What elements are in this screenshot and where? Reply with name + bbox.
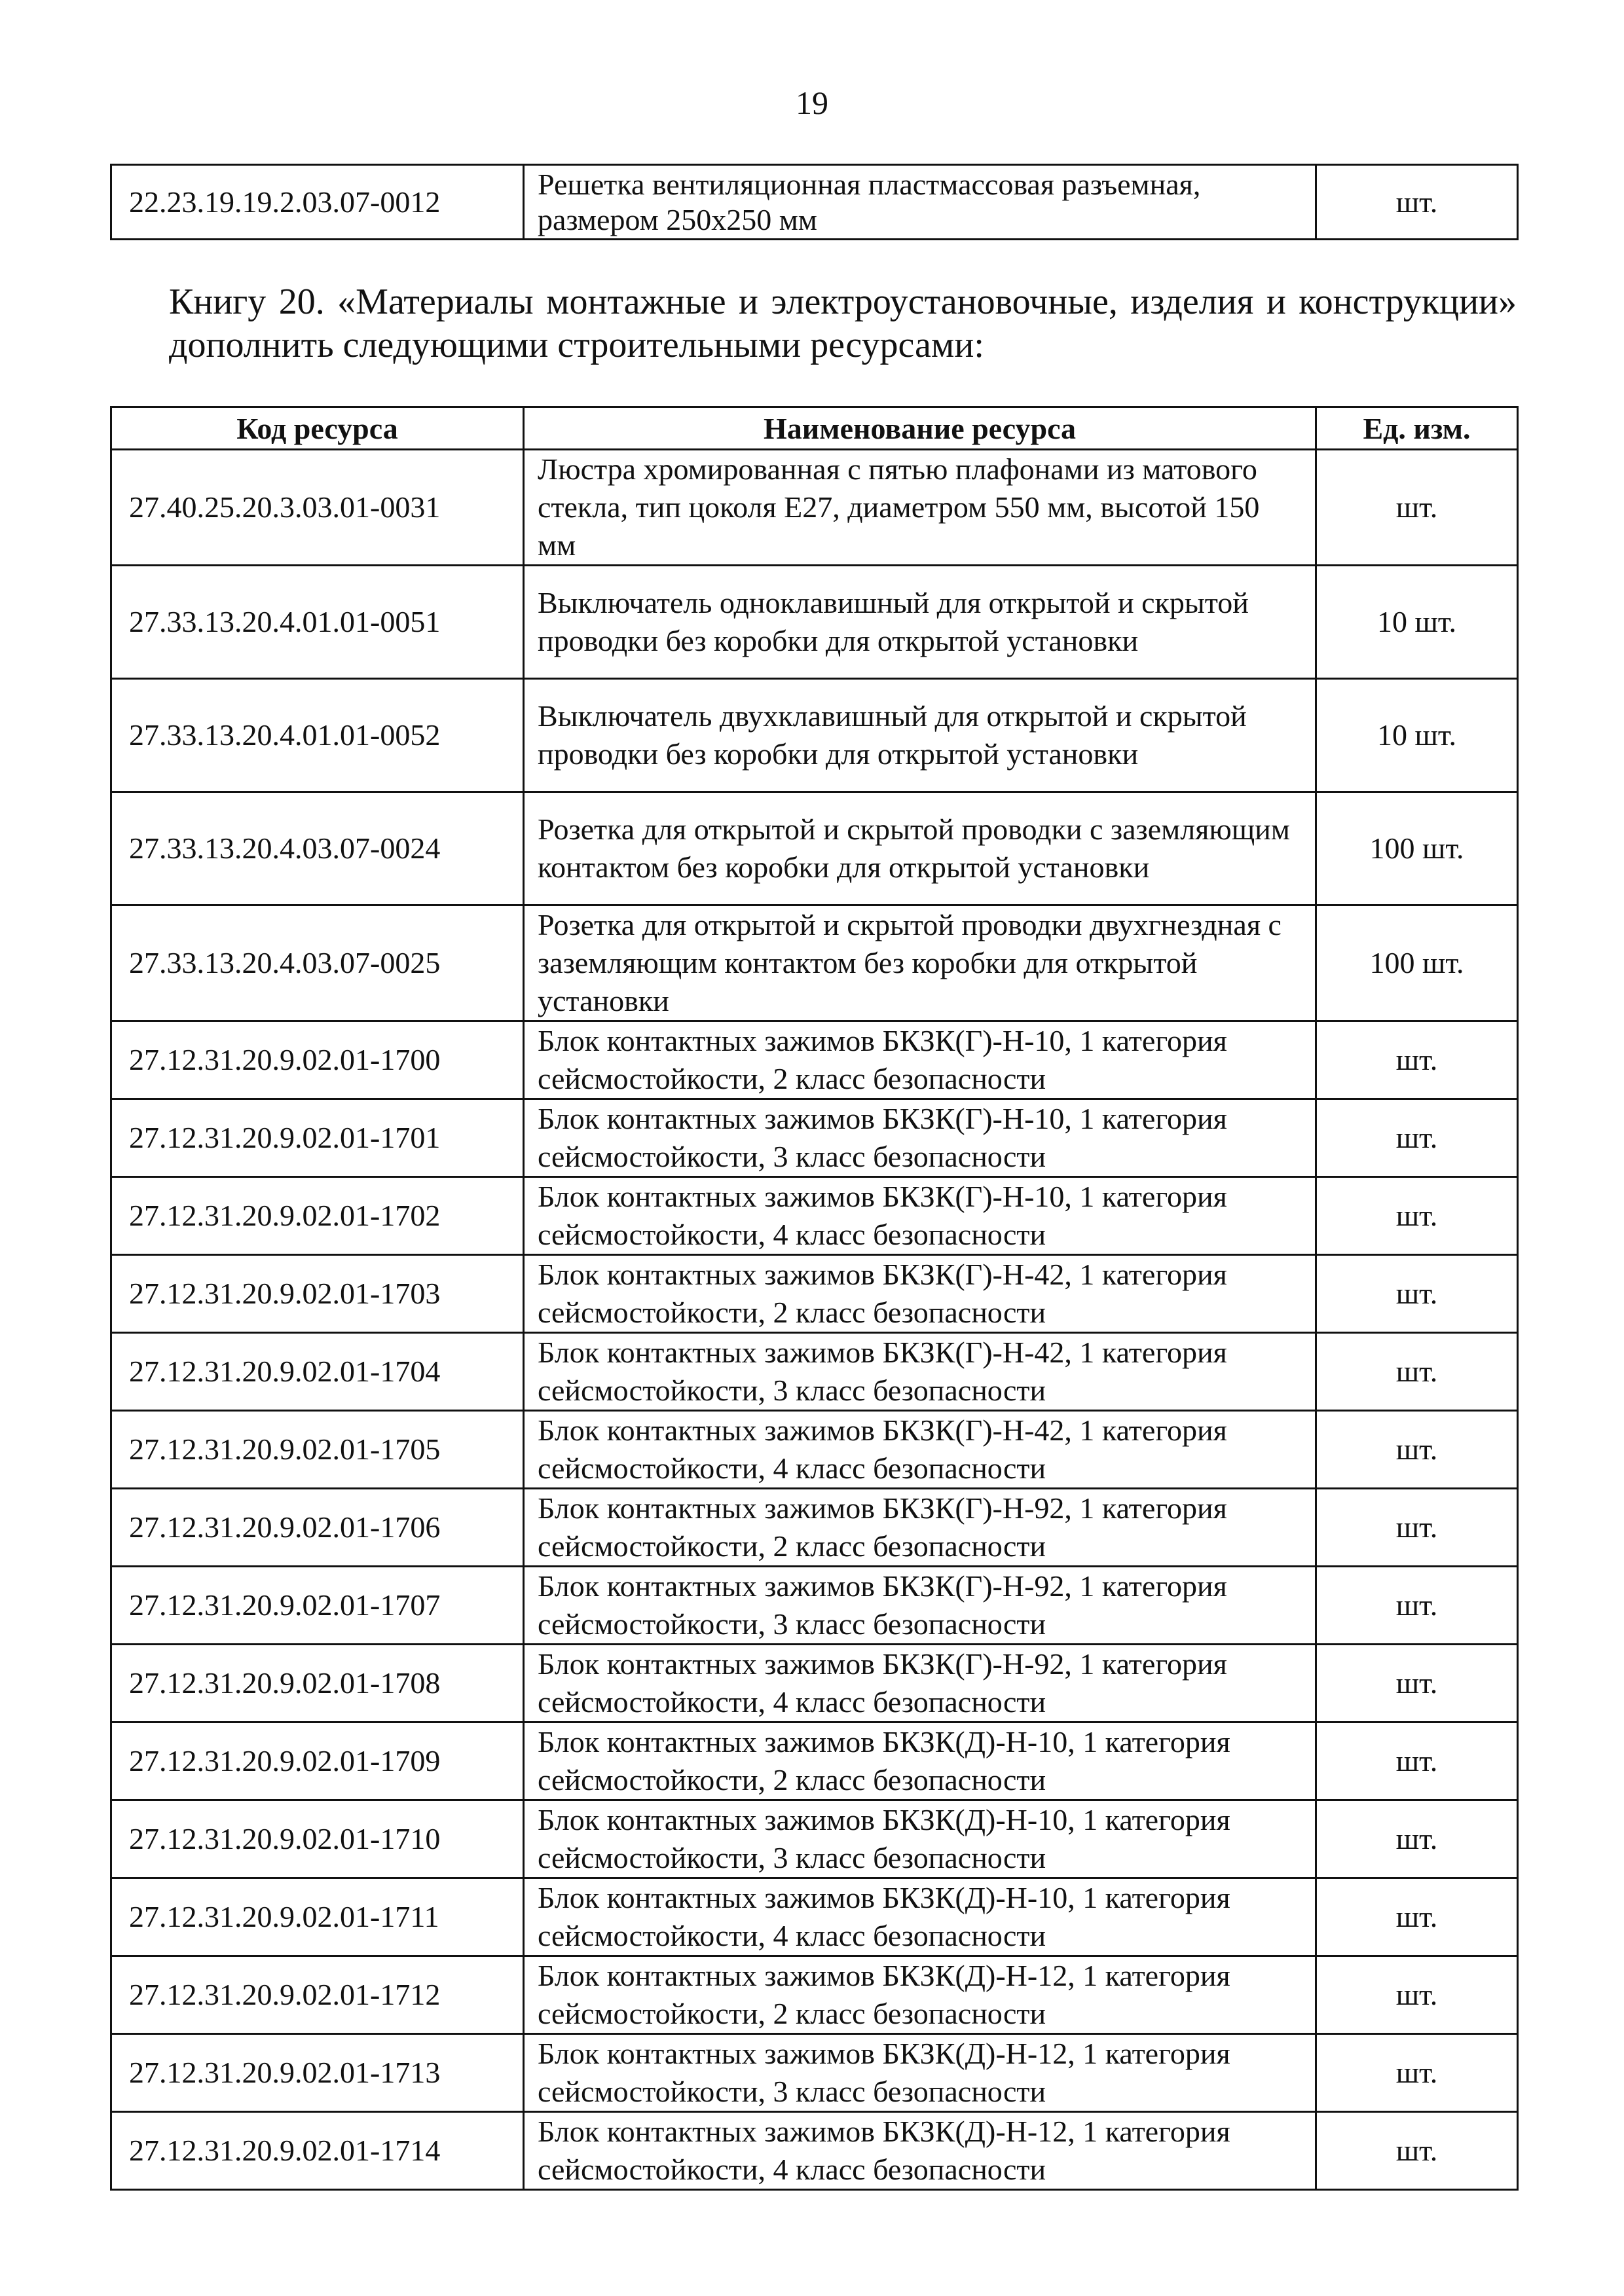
resource-unit: 100 шт. bbox=[1316, 905, 1518, 1021]
resource-code: 27.12.31.20.9.02.01-1703 bbox=[111, 1255, 524, 1333]
table-row bbox=[111, 1722, 1518, 1800]
header-code: Код ресурса bbox=[111, 407, 524, 450]
table-row bbox=[111, 2034, 1518, 2112]
table-row bbox=[111, 1956, 1518, 2034]
resource-name: Выключатель одноклавишный для открытой и скрытой проводки без коробки для открытой установки bbox=[524, 566, 1316, 679]
resource-name: Блок контактных зажимов БКЗК(Г)-Н-42, 1 категория сейсмостойкости, 3 класс безопасности bbox=[524, 1333, 1316, 1411]
table-row bbox=[111, 450, 1518, 566]
resource-unit: шт. bbox=[1316, 1567, 1518, 1645]
resource-unit: шт. bbox=[1316, 1333, 1518, 1411]
table-row bbox=[111, 2112, 1518, 2190]
resource-name: Решетка вентиляционная пластмассовая разъемная, размером 250х250 мм bbox=[524, 165, 1316, 240]
resource-name: Блок контактных зажимов БКЗК(Д)-Н-10, 1 категория сейсмостойкости, 3 класс безопасности bbox=[524, 1800, 1316, 1878]
resource-unit: шт. bbox=[1316, 1021, 1518, 1099]
resource-name: Блок контактных зажимов БКЗК(Д)-Н-12, 1 категория сейсмостойкости, 4 класс безопасности bbox=[524, 2112, 1316, 2190]
resource-name: Люстра хромированная с пятью плафонами из матового стекла, тип цоколя Е27, диаметром 550 мм, высотой 150 мм bbox=[524, 450, 1316, 566]
resource-name: Блок контактных зажимов БКЗК(Г)-Н-42, 1 категория сейсмостойкости, 2 класс безопасности bbox=[524, 1255, 1316, 1333]
resource-code: 27.12.31.20.9.02.01-1711 bbox=[111, 1878, 524, 1956]
resource-code: 27.12.31.20.9.02.01-1701 bbox=[111, 1099, 524, 1177]
resource-name: Блок контактных зажимов БКЗК(Г)-Н-10, 1 категория сейсмостойкости, 4 класс безопасности bbox=[524, 1177, 1316, 1255]
previous-table bbox=[110, 164, 1519, 240]
resource-unit: 100 шт. bbox=[1316, 792, 1518, 905]
resource-unit: шт. bbox=[1316, 1099, 1518, 1177]
table-row bbox=[111, 1489, 1518, 1567]
resource-unit: шт. bbox=[1316, 2112, 1518, 2190]
table-row bbox=[111, 1255, 1518, 1333]
resource-name: Розетка для открытой и скрытой проводки с заземляющим контактом без коробки для открытой установки bbox=[524, 792, 1316, 905]
resource-code: 27.12.31.20.9.02.01-1705 bbox=[111, 1411, 524, 1489]
resource-name: Блок контактных зажимов БКЗК(Д)-Н-10, 1 категория сейсмостойкости, 4 класс безопасности bbox=[524, 1878, 1316, 1956]
resource-code: 27.12.31.20.9.02.01-1710 bbox=[111, 1800, 524, 1878]
resource-code: 22.23.19.19.2.03.07-0012 bbox=[111, 165, 524, 240]
resource-unit: шт. bbox=[1316, 1177, 1518, 1255]
resource-code: 27.12.31.20.9.02.01-1708 bbox=[111, 1645, 524, 1722]
table-row bbox=[111, 1645, 1518, 1722]
resource-code: 27.12.31.20.9.02.01-1709 bbox=[111, 1722, 524, 1800]
resource-unit: шт. bbox=[1316, 1489, 1518, 1567]
resource-unit: шт. bbox=[1316, 1800, 1518, 1878]
resource-code: 27.12.31.20.9.02.01-1714 bbox=[111, 2112, 524, 2190]
table-row bbox=[111, 1567, 1518, 1645]
table-row bbox=[111, 792, 1518, 905]
resource-name: Блок контактных зажимов БКЗК(Д)-Н-12, 1 категория сейсмостойкости, 3 класс безопасности bbox=[524, 2034, 1316, 2112]
resource-code: 27.33.13.20.4.01.01-0052 bbox=[111, 679, 524, 792]
resource-name: Блок контактных зажимов БКЗК(Г)-Н-10, 1 категория сейсмостойкости, 3 класс безопасности bbox=[524, 1099, 1316, 1177]
page-number: 19 bbox=[796, 84, 828, 121]
resource-code: 27.12.31.20.9.02.01-1704 bbox=[111, 1333, 524, 1411]
resources-table-body bbox=[111, 450, 1518, 2190]
resource-name: Блок контактных зажимов БКЗК(Г)-Н-42, 1 категория сейсмостойкости, 4 класс безопасности bbox=[524, 1411, 1316, 1489]
resource-name: Блок контактных зажимов БКЗК(Д)-Н-12, 1 категория сейсмостойкости, 2 класс безопасности bbox=[524, 1956, 1316, 2034]
resource-name: Блок контактных зажимов БКЗК(Д)-Н-10, 1 категория сейсмостойкости, 2 класс безопасности bbox=[524, 1722, 1316, 1800]
resource-unit: шт. bbox=[1316, 1956, 1518, 2034]
resource-code: 27.12.31.20.9.02.01-1713 bbox=[111, 2034, 524, 2112]
table-header-row bbox=[111, 407, 1518, 450]
resource-name: Блок контактных зажимов БКЗК(Г)-Н-92, 1 категория сейсмостойкости, 2 класс безопасности bbox=[524, 1489, 1316, 1567]
resource-unit: шт. bbox=[1316, 2034, 1518, 2112]
resource-unit: шт. bbox=[1316, 1411, 1518, 1489]
resource-unit: шт. bbox=[1316, 1645, 1518, 1722]
table-row bbox=[111, 905, 1518, 1021]
resource-code: 27.12.31.20.9.02.01-1706 bbox=[111, 1489, 524, 1567]
resources-table bbox=[110, 406, 1519, 2191]
resource-name: Блок контактных зажимов БКЗК(Г)-Н-92, 1 категория сейсмостойкости, 3 класс безопасности bbox=[524, 1567, 1316, 1645]
resource-code: 27.33.13.20.4.01.01-0051 bbox=[111, 566, 524, 679]
table-row bbox=[111, 1177, 1518, 1255]
resource-unit: 10 шт. bbox=[1316, 566, 1518, 679]
resource-unit: шт. bbox=[1316, 450, 1518, 566]
table-row bbox=[111, 1333, 1518, 1411]
resource-code: 27.33.13.20.4.03.07-0025 bbox=[111, 905, 524, 1021]
resource-unit: шт. bbox=[1316, 165, 1518, 240]
header-name: Наименование ресурса bbox=[524, 407, 1316, 450]
resource-name: Блок контактных зажимов БКЗК(Г)-Н-92, 1 категория сейсмостойкости, 4 класс безопасности bbox=[524, 1645, 1316, 1722]
resource-name: Выключатель двухклавишный для открытой и скрытой проводки без коробки для открытой установки bbox=[524, 679, 1316, 792]
resource-unit: шт. bbox=[1316, 1255, 1518, 1333]
table-row bbox=[111, 679, 1518, 792]
table-row bbox=[111, 1021, 1518, 1099]
resource-unit: шт. bbox=[1316, 1722, 1518, 1800]
header-unit: Ед. изм. bbox=[1316, 407, 1518, 450]
resource-code: 27.12.31.20.9.02.01-1700 bbox=[111, 1021, 524, 1099]
resource-code: 27.12.31.20.9.02.01-1712 bbox=[111, 1956, 524, 2034]
table-row bbox=[111, 566, 1518, 679]
resource-code: 27.40.25.20.3.03.01-0031 bbox=[111, 450, 524, 566]
resource-code: 27.33.13.20.4.03.07-0024 bbox=[111, 792, 524, 905]
resource-name: Розетка для открытой и скрытой проводки двухгнездная с заземляющим контактом без коробки для открытой установки bbox=[524, 905, 1316, 1021]
table-row bbox=[111, 165, 1518, 240]
resource-code: 27.12.31.20.9.02.01-1702 bbox=[111, 1177, 524, 1255]
resource-unit: 10 шт. bbox=[1316, 679, 1518, 792]
table-row bbox=[111, 1411, 1518, 1489]
resource-code: 27.12.31.20.9.02.01-1707 bbox=[111, 1567, 524, 1645]
resource-name: Блок контактных зажимов БКЗК(Г)-Н-10, 1 категория сейсмостойкости, 2 класс безопасности bbox=[524, 1021, 1316, 1099]
table-row bbox=[111, 1800, 1518, 1878]
resource-unit: шт. bbox=[1316, 1878, 1518, 1956]
intro-paragraph: Книгу 20. «Материалы монтажные и электроустановочные, изделия и конструкции» дополнить следующими строительными ресурсами: bbox=[169, 282, 1517, 365]
table-row bbox=[111, 1099, 1518, 1177]
table-row bbox=[111, 1878, 1518, 1956]
